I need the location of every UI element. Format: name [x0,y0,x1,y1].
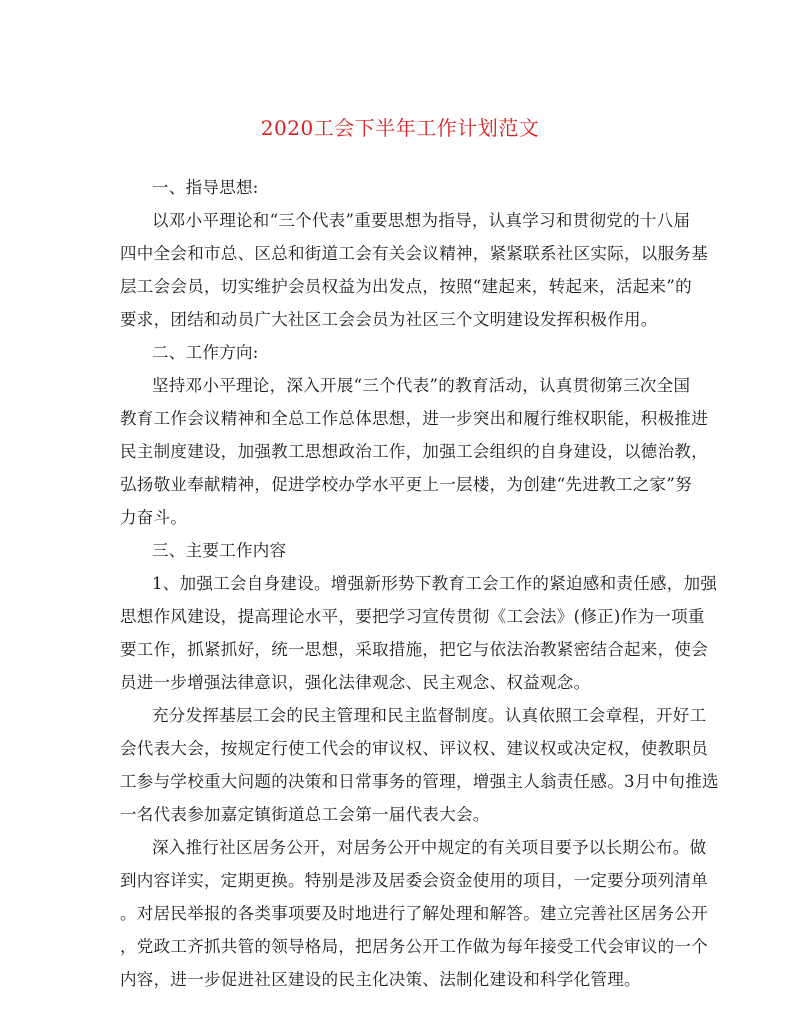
section-heading: 三、主要工作内容 [152,541,287,560]
text-line: 弘扬敬业奉献精神，促进学校办学水平更上一层楼，为创建“先进教工之家”努 [120,475,692,494]
text-line: 。对居民举报的各类事项要及时地进行了解处理和解答。建立完善社区居务公开 [120,904,708,923]
text-line: 要求，团结和动员广大社区工会会员为社区三个文明建设发挥积极作用。 [120,310,658,329]
paragraph [120,831,708,996]
text-line: 民主制度建设，加强教工思想政治工作，加强工会组织的自身建设，以德治教， [120,442,708,461]
text-line: 会代表大会，按规定行使工代会的审议权、评议权、建议权或决定权，使教职员 [120,739,708,758]
text-line: 充分发挥基层工会的民主管理和民主监督制度。认真依照工会章程，开好工 [152,706,707,725]
text-line: 工参与学校重大问题的决策和日常事务的管理，增强主人翁责任感。3月中旬推选 [120,772,719,791]
document-body [120,171,719,996]
text-line: 1、加强工会自身建设。增强新形势下教育工会工作的紧迫感和责任感，加强 [152,574,718,593]
text-line: 深入推行社区居务公开，对居务公开中规定的有关项目要予以长期公布。做 [152,838,707,857]
text-line: 内容，进一步促进社区建设的民主化决策、法制化建设和科学化管理。 [120,970,641,989]
text-line: 一名代表参加嘉定镇街道总工会第一届代表大会。 [120,805,490,824]
text-line: 到内容详实，定期更换。特别是涉及居委会资金使用的项目，一定要分项列清单 [120,871,708,890]
paragraph [120,369,708,534]
text-line: 层工会会员，切实维护会员权益为出发点，按照“建起来，转起来，活起来”的 [120,277,692,296]
text-line: ，党政工齐抓共管的领导格局，把居务公开工作做为每年接受工代会审议的一个 [120,937,708,956]
text-line: 坚持邓小平理论，深入开展“三个代表”的教育活动，认真贯彻第三次全国 [152,376,691,395]
section-heading: 一、指导思想: [152,178,259,197]
text-line: 要工作，抓紧抓好，统一思想，采取措施，把它与依法治教紧密结合起来，使会 [120,640,708,659]
text-line: 教育工作会议精神和全总工作总体思想，进一步突出和履行维权职能，积极推进 [120,409,708,428]
paragraph [120,699,719,831]
text-line: 员进一步增强法律意识，强化法律观念、民主观念、权益观念。 [120,673,591,692]
section-heading: 二、工作方向: [152,343,259,362]
text-line: 以邓小平理论和“三个代表”重要思想为指导，认真学习和贯彻党的十八届 [152,211,691,230]
paragraph [120,204,708,336]
document-title: 2020工会下半年工作计划范文 [260,116,540,140]
paragraph [120,567,718,699]
text-line: 思想作风建设，提高理论水平，要把学习宣传贯彻《工会法》(修正)作为一项重 [120,607,705,626]
text-line: 力奋斗。 [120,508,188,527]
text-line: 四中全会和市总、区总和街道工会有关会议精神，紧紧联系社区实际，以服务基 [120,244,708,263]
